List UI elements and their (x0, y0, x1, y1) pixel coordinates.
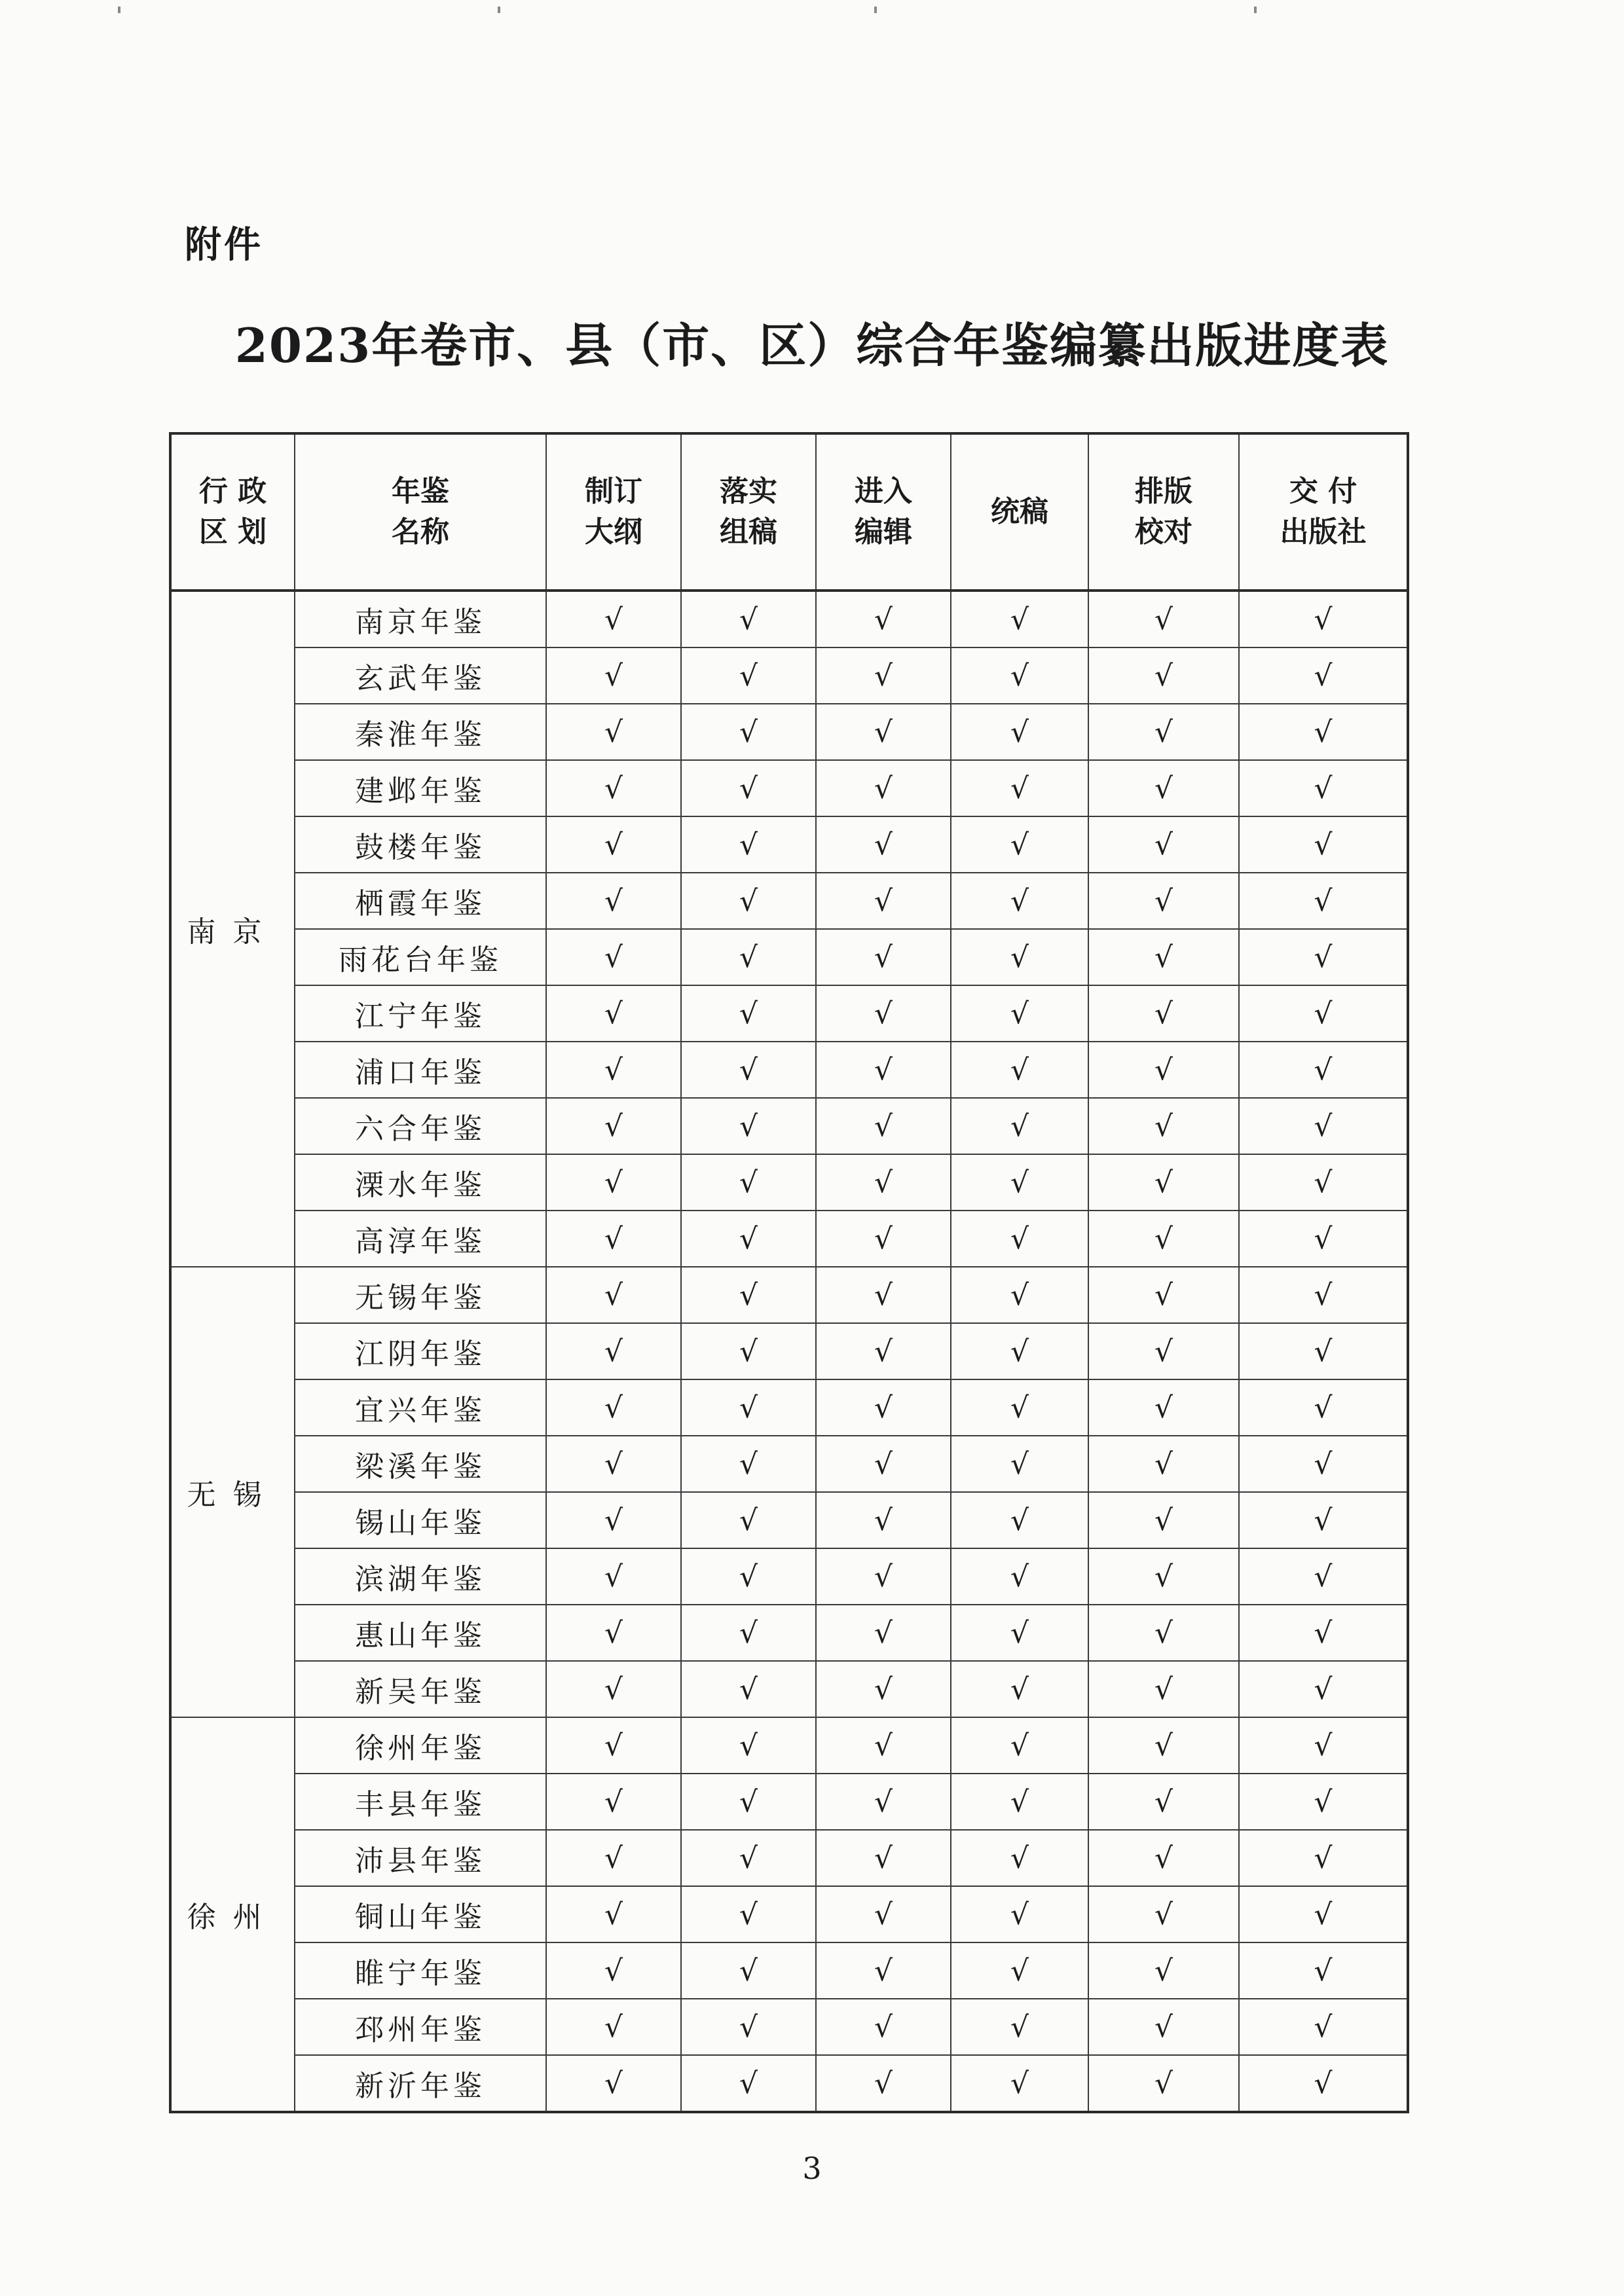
check-mark-cell: √ (1088, 1098, 1239, 1154)
check-mark-cell: √ (951, 816, 1088, 873)
table-row (170, 1999, 1408, 2055)
yearbook-name-cell: 鼓楼年鉴 (295, 816, 546, 873)
check-mark-cell: √ (546, 1267, 681, 1323)
check-mark-cell: √ (1239, 1717, 1408, 1774)
column-header-editing: 进入 编辑 (816, 433, 951, 591)
check-mark-cell: √ (681, 1323, 816, 1379)
page-number: 3 (802, 2151, 822, 2186)
yearbook-name-cell: 建邺年鉴 (295, 760, 546, 816)
check-mark-cell: √ (816, 1605, 951, 1661)
table-row (170, 647, 1408, 704)
check-mark-cell: √ (1088, 1436, 1239, 1492)
check-mark-cell: √ (816, 1492, 951, 1548)
check-mark-cell: √ (1088, 1492, 1239, 1548)
check-mark-cell: √ (951, 985, 1088, 1042)
check-mark-cell: √ (1239, 591, 1408, 647)
table-row (170, 929, 1408, 985)
check-mark-cell: √ (546, 647, 681, 704)
check-mark-cell: √ (546, 1379, 681, 1436)
yearbook-name-cell: 梁溪年鉴 (295, 1436, 546, 1492)
check-mark-cell: √ (546, 1661, 681, 1717)
check-mark-cell: √ (546, 591, 681, 647)
check-mark-cell: √ (546, 1605, 681, 1661)
check-mark-cell: √ (951, 1267, 1088, 1323)
check-mark-cell: √ (681, 1886, 816, 1942)
yearbook-name-cell: 江宁年鉴 (295, 985, 546, 1042)
check-mark-cell: √ (951, 1042, 1088, 1098)
table-row (170, 1379, 1408, 1436)
check-mark-cell: √ (1239, 647, 1408, 704)
check-mark-cell: √ (546, 1717, 681, 1774)
check-mark-cell: √ (1239, 1886, 1408, 1942)
check-mark-cell: √ (951, 1886, 1088, 1942)
check-mark-cell: √ (816, 1267, 951, 1323)
check-mark-cell: √ (951, 929, 1088, 985)
yearbook-name-cell: 邳州年鉴 (295, 1999, 546, 2055)
check-mark-cell: √ (546, 873, 681, 929)
table-row (170, 1154, 1408, 1211)
check-mark-cell: √ (816, 1830, 951, 1886)
check-mark-cell: √ (1088, 1154, 1239, 1211)
check-mark-cell: √ (951, 1098, 1088, 1154)
yearbook-name-cell: 秦淮年鉴 (295, 704, 546, 760)
check-mark-cell: √ (681, 2055, 816, 2112)
check-mark-cell: √ (1239, 1605, 1408, 1661)
check-mark-cell: √ (1088, 1717, 1239, 1774)
check-mark-cell: √ (816, 1661, 951, 1717)
check-mark-cell: √ (681, 1154, 816, 1211)
check-mark-cell: √ (546, 1323, 681, 1379)
check-mark-cell: √ (546, 1886, 681, 1942)
check-mark-cell: √ (1239, 816, 1408, 873)
check-mark-cell: √ (816, 1548, 951, 1605)
check-mark-cell: √ (681, 591, 816, 647)
table-row (170, 704, 1408, 760)
column-header-delivered-to-publisher: 交 付 出版社 (1239, 433, 1408, 591)
check-mark-cell: √ (951, 1492, 1088, 1548)
check-mark-cell: √ (951, 1774, 1088, 1830)
check-mark-cell: √ (1088, 1774, 1239, 1830)
check-mark-cell: √ (1239, 1661, 1408, 1717)
check-mark-cell: √ (951, 1830, 1088, 1886)
check-mark-cell: √ (681, 929, 816, 985)
check-mark-cell: √ (816, 1886, 951, 1942)
check-mark-cell: √ (546, 1999, 681, 2055)
check-mark-cell: √ (1088, 1661, 1239, 1717)
document-title: 2023年卷市、县（市、区）综合年鉴编纂出版进度表 (234, 318, 1390, 373)
yearbook-name-cell: 雨花台年鉴 (295, 929, 546, 985)
check-mark-cell: √ (816, 1774, 951, 1830)
scan-mark (498, 7, 500, 13)
check-mark-cell: √ (546, 1492, 681, 1548)
check-mark-cell: √ (1239, 1379, 1408, 1436)
column-header-name: 年鉴 名称 (295, 433, 546, 591)
check-mark-cell: √ (951, 1154, 1088, 1211)
check-mark-cell: √ (1239, 1211, 1408, 1267)
table-row (170, 760, 1408, 816)
check-mark-cell: √ (1088, 647, 1239, 704)
check-mark-cell: √ (951, 1211, 1088, 1267)
check-mark-cell: √ (1088, 1548, 1239, 1605)
yearbook-name-cell: 沛县年鉴 (295, 1830, 546, 1886)
scan-mark (118, 7, 120, 13)
scan-mark (1254, 7, 1257, 13)
column-header-outline: 制订 大纲 (546, 433, 681, 591)
table-row (170, 873, 1408, 929)
yearbook-name-cell: 无锡年鉴 (295, 1267, 546, 1323)
check-mark-cell: √ (951, 1379, 1088, 1436)
table-row (170, 1774, 1408, 1830)
check-mark-cell: √ (1239, 985, 1408, 1042)
check-mark-cell: √ (546, 985, 681, 1042)
check-mark-cell: √ (546, 1211, 681, 1267)
table-row (170, 1492, 1408, 1548)
yearbook-name-cell: 惠山年鉴 (295, 1605, 546, 1661)
check-mark-cell: √ (1088, 704, 1239, 760)
yearbook-name-cell: 宜兴年鉴 (295, 1379, 546, 1436)
check-mark-cell: √ (816, 704, 951, 760)
yearbook-name-cell: 徐州年鉴 (295, 1717, 546, 1774)
yearbook-name-cell: 六合年鉴 (295, 1098, 546, 1154)
table-row (170, 1605, 1408, 1661)
check-mark-cell: √ (546, 1548, 681, 1605)
check-mark-cell: √ (681, 1098, 816, 1154)
check-mark-cell: √ (1088, 1267, 1239, 1323)
check-mark-cell: √ (816, 2055, 951, 2112)
check-mark-cell: √ (951, 1661, 1088, 1717)
check-mark-cell: √ (1239, 2055, 1408, 2112)
check-mark-cell: √ (816, 929, 951, 985)
check-mark-cell: √ (681, 1605, 816, 1661)
check-mark-cell: √ (681, 1830, 816, 1886)
region-cell: 无锡 (170, 1267, 295, 1717)
column-header-final-draft: 统稿 (951, 433, 1088, 591)
check-mark-cell: √ (951, 2055, 1088, 2112)
check-mark-cell: √ (681, 1999, 816, 2055)
check-mark-cell: √ (1088, 591, 1239, 647)
check-mark-cell: √ (546, 1774, 681, 1830)
table-row (170, 1830, 1408, 1886)
check-mark-cell: √ (681, 1042, 816, 1098)
table-row (170, 1942, 1408, 1999)
table-row (170, 591, 1408, 647)
check-mark-cell: √ (951, 647, 1088, 704)
check-mark-cell: √ (1239, 1942, 1408, 1999)
check-mark-cell: √ (1239, 1999, 1408, 2055)
column-header-manuscripts: 落实 组稿 (681, 433, 816, 591)
check-mark-cell: √ (1239, 1774, 1408, 1830)
table-row (170, 1098, 1408, 1154)
check-mark-cell: √ (1088, 1211, 1239, 1267)
check-mark-cell: √ (546, 1042, 681, 1098)
check-mark-cell: √ (951, 704, 1088, 760)
check-mark-cell: √ (1239, 1492, 1408, 1548)
check-mark-cell: √ (546, 704, 681, 760)
check-mark-cell: √ (951, 1436, 1088, 1492)
check-mark-cell: √ (546, 1830, 681, 1886)
check-mark-cell: √ (1239, 1042, 1408, 1098)
check-mark-cell: √ (951, 1999, 1088, 2055)
check-mark-cell: √ (1239, 1830, 1408, 1886)
check-mark-cell: √ (681, 1717, 816, 1774)
table-row (170, 1661, 1408, 1717)
check-mark-cell: √ (1239, 1436, 1408, 1492)
check-mark-cell: √ (816, 873, 951, 929)
check-mark-cell: √ (681, 1492, 816, 1548)
table-row (170, 2055, 1408, 2112)
check-mark-cell: √ (1239, 1267, 1408, 1323)
check-mark-cell: √ (681, 760, 816, 816)
check-mark-cell: √ (1088, 760, 1239, 816)
yearbook-name-cell: 滨湖年鉴 (295, 1548, 546, 1605)
check-mark-cell: √ (681, 1211, 816, 1267)
check-mark-cell: √ (546, 1436, 681, 1492)
check-mark-cell: √ (546, 1942, 681, 1999)
yearbook-name-cell: 江阴年鉴 (295, 1323, 546, 1379)
yearbook-name-cell: 睢宁年鉴 (295, 1942, 546, 1999)
check-mark-cell: √ (1088, 816, 1239, 873)
yearbook-name-cell: 锡山年鉴 (295, 1492, 546, 1548)
check-mark-cell: √ (816, 1379, 951, 1436)
check-mark-cell: √ (681, 647, 816, 704)
scan-mark (874, 7, 877, 13)
check-mark-cell: √ (951, 873, 1088, 929)
check-mark-cell: √ (816, 591, 951, 647)
check-mark-cell: √ (1088, 2055, 1239, 2112)
yearbook-name-cell: 铜山年鉴 (295, 1886, 546, 1942)
check-mark-cell: √ (816, 760, 951, 816)
check-mark-cell: √ (816, 816, 951, 873)
table-header-row (170, 433, 1408, 591)
check-mark-cell: √ (1239, 1548, 1408, 1605)
check-mark-cell: √ (816, 1717, 951, 1774)
check-mark-cell: √ (1239, 873, 1408, 929)
check-mark-cell: √ (1088, 1605, 1239, 1661)
region-cell: 徐州 (170, 1717, 295, 2112)
check-mark-cell: √ (1239, 1098, 1408, 1154)
check-mark-cell: √ (546, 929, 681, 985)
table-row (170, 1436, 1408, 1492)
check-mark-cell: √ (546, 816, 681, 873)
check-mark-cell: √ (681, 704, 816, 760)
check-mark-cell: √ (816, 1098, 951, 1154)
yearbook-name-cell: 玄武年鉴 (295, 647, 546, 704)
table-row (170, 1267, 1408, 1323)
check-mark-cell: √ (1088, 873, 1239, 929)
check-mark-cell: √ (681, 816, 816, 873)
check-mark-cell: √ (951, 1548, 1088, 1605)
column-header-region: 行 政 区 划 (170, 433, 295, 591)
check-mark-cell: √ (1088, 1999, 1239, 2055)
table-row (170, 1886, 1408, 1942)
check-mark-cell: √ (546, 2055, 681, 2112)
check-mark-cell: √ (681, 1661, 816, 1717)
check-mark-cell: √ (816, 1999, 951, 2055)
yearbook-name-cell: 新沂年鉴 (295, 2055, 546, 2112)
yearbook-name-cell: 新吴年鉴 (295, 1661, 546, 1717)
check-mark-cell: √ (1088, 985, 1239, 1042)
check-mark-cell: √ (951, 1717, 1088, 1774)
check-mark-cell: √ (1239, 1323, 1408, 1379)
check-mark-cell: √ (951, 1605, 1088, 1661)
yearbook-name-cell: 浦口年鉴 (295, 1042, 546, 1098)
check-mark-cell: √ (816, 985, 951, 1042)
check-mark-cell: √ (1239, 1154, 1408, 1211)
check-mark-cell: √ (1239, 704, 1408, 760)
check-mark-cell: √ (546, 760, 681, 816)
table-row (170, 985, 1408, 1042)
check-mark-cell: √ (546, 1098, 681, 1154)
check-mark-cell: √ (816, 1042, 951, 1098)
check-mark-cell: √ (1088, 1379, 1239, 1436)
yearbook-name-cell: 栖霞年鉴 (295, 873, 546, 929)
yearbook-name-cell: 南京年鉴 (295, 591, 546, 647)
check-mark-cell: √ (1088, 1830, 1239, 1886)
check-mark-cell: √ (816, 1942, 951, 1999)
check-mark-cell: √ (681, 1774, 816, 1830)
check-mark-cell: √ (681, 1379, 816, 1436)
table-row (170, 1211, 1408, 1267)
check-mark-cell: √ (816, 1154, 951, 1211)
check-mark-cell: √ (816, 1211, 951, 1267)
check-mark-cell: √ (681, 1267, 816, 1323)
table-row (170, 1042, 1408, 1098)
check-mark-cell: √ (951, 591, 1088, 647)
region-cell: 南京 (170, 591, 295, 1267)
check-mark-cell: √ (681, 873, 816, 929)
check-mark-cell: √ (681, 1548, 816, 1605)
check-mark-cell: √ (546, 1154, 681, 1211)
check-mark-cell: √ (951, 1942, 1088, 1999)
column-header-typeset-proofread: 排版 校对 (1088, 433, 1239, 591)
table-row (170, 1548, 1408, 1605)
check-mark-cell: √ (816, 647, 951, 704)
yearbook-name-cell: 丰县年鉴 (295, 1774, 546, 1830)
table-row (170, 816, 1408, 873)
progress-table (169, 432, 1409, 2113)
table-row (170, 1323, 1408, 1379)
check-mark-cell: √ (816, 1436, 951, 1492)
yearbook-name-cell: 溧水年鉴 (295, 1154, 546, 1211)
check-mark-cell: √ (681, 985, 816, 1042)
check-mark-cell: √ (951, 760, 1088, 816)
check-mark-cell: √ (1088, 1323, 1239, 1379)
check-mark-cell: √ (951, 1323, 1088, 1379)
check-mark-cell: √ (1088, 1886, 1239, 1942)
check-mark-cell: √ (1088, 1942, 1239, 1999)
check-mark-cell: √ (681, 1942, 816, 1999)
check-mark-cell: √ (1088, 1042, 1239, 1098)
check-mark-cell: √ (681, 1436, 816, 1492)
table-row (170, 1717, 1408, 1774)
check-mark-cell: √ (816, 1323, 951, 1379)
attachment-label: 附件 (185, 224, 263, 266)
check-mark-cell: √ (1239, 929, 1408, 985)
yearbook-name-cell: 高淳年鉴 (295, 1211, 546, 1267)
check-mark-cell: √ (1088, 929, 1239, 985)
check-mark-cell: √ (1239, 760, 1408, 816)
